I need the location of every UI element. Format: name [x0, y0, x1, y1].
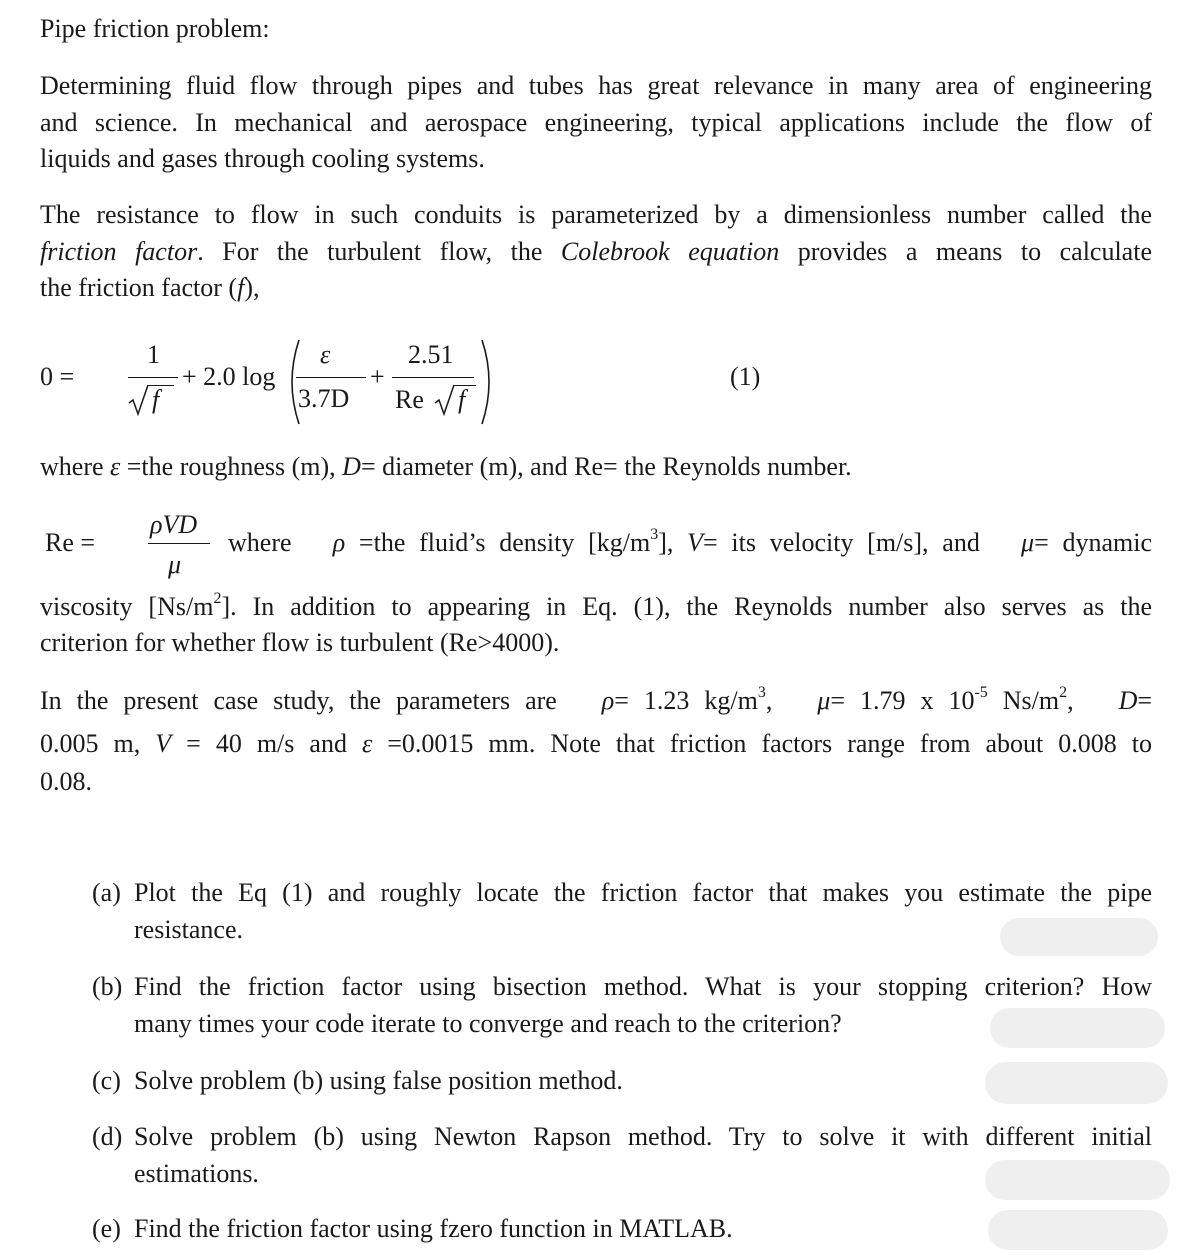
eq1-lhs: 0 =: [40, 362, 75, 391]
question-label: (d): [92, 1122, 123, 1151]
where-definitions: where ε =the roughness (m), D= diameter (m), and Re= the Reynolds number.: [40, 452, 852, 481]
para2-line2: friction factor. For the turbulent flow, the Colebrook equation provides a means to calculate: [40, 237, 1152, 266]
eq1-re: Re: [395, 385, 424, 414]
para4-line3: 0.08.: [40, 767, 92, 796]
eq1-fraction-bar-3: [392, 377, 474, 378]
margin-smudge: [1000, 918, 1158, 956]
para2-line1: The resistance to flow in such conduits is parameterized by a dimensionless number called the: [40, 200, 1152, 229]
reynolds-definition: [40, 510, 1152, 584]
eq1-plus: +: [370, 362, 385, 391]
margin-smudge: [985, 1062, 1168, 1104]
margin-smudge: [988, 1210, 1168, 1250]
re-fraction-bar: [148, 543, 210, 544]
question-text-cont: resistance.: [134, 915, 244, 944]
re-lhs: Re =: [45, 528, 96, 557]
para1-line1: Determining fluid flow through pipes and tubes has great relevance in many area of engineering: [40, 71, 1152, 100]
re-description: where ρ =the fluid’s density $[kg/m^3]$, V= its velocity [m/s], and μ= dynamic: [228, 526, 1153, 557]
question-text: Find the friction factor using bisection method. What is your stopping criterion? How: [134, 972, 1152, 1001]
question-text-cont: many times your code iterate to converge and reach to the criterion?: [134, 1009, 842, 1038]
page-title: Pipe friction problem:: [40, 14, 270, 43]
para1-line3: liquids and gases through cooling systems.: [40, 144, 485, 173]
question-label: (a): [92, 878, 121, 907]
eq1-fraction-bar-1: [128, 377, 178, 378]
para1-line2: and science. In mechanical and aerospace engineering, typical applications include the flow of: [40, 108, 1152, 137]
question-text: Solve problem (b) using false position method.: [134, 1066, 623, 1095]
para2-line3: the friction factor (f),: [40, 273, 260, 302]
margin-smudge: [985, 1160, 1170, 1200]
eq1-sqrt-sign-2: [434, 384, 456, 416]
eq1-fraction-bar-2: [296, 377, 366, 378]
question-label: (b): [92, 972, 123, 1001]
question-text-cont: estimations.: [134, 1159, 259, 1188]
eq1-epsilon: ε: [320, 340, 331, 369]
question-label: (c): [92, 1066, 121, 1095]
eq1-label: (1): [730, 362, 761, 391]
eq1-f-1: f: [152, 385, 160, 414]
question-label: (e): [92, 1214, 121, 1243]
re-denominator: μ: [168, 550, 182, 579]
para3-line2: criterion for whether flow is turbulent (Re>4000).: [40, 628, 560, 657]
eq1-f-2: f: [458, 385, 466, 414]
eq1-numerator-2-51: 2.51: [408, 340, 454, 369]
para4-line2: 0.005 m, V = 40 m/s and ε =0.0015 mm. Note that friction factors range from about 0.008 to: [40, 729, 1152, 758]
question-text: Find the friction factor using fzero function in MATLAB.: [134, 1214, 733, 1243]
para4-line1: In the present case study, the parameters are ρ= 1.23 $kg/m^3$, μ= 1.79 x $10^{-5}$ $Ns/m^2$, D=: [40, 684, 1153, 715]
eq1-numerator-1: 1: [147, 340, 160, 369]
question-text: Plot the Eq (1) and roughly locate the friction factor that makes you estimate the pipe: [134, 878, 1152, 907]
eq1-coefficient: + 2.0 log: [182, 362, 276, 391]
margin-smudge: [990, 1008, 1165, 1048]
eq1-sqrt-sign-1: [128, 384, 150, 416]
term-friction-factor: friction factor: [40, 237, 198, 266]
eq1-denominator-3-7d: 3.7D: [298, 384, 350, 413]
re-numerator: ρVD: [150, 510, 198, 539]
question-text: Solve problem (b) using Newton Rapson method. Try to solve it with different initial: [134, 1122, 1152, 1151]
colebrook-equation: [40, 338, 1152, 428]
para3-line1: viscosity $[Ns/m^2]$. In addition to appearing in Eq. (1), the Reynolds number also serves as the: [40, 590, 1152, 621]
term-colebrook: Colebrook equation: [560, 237, 780, 266]
eq1-right-paren: [478, 338, 498, 426]
